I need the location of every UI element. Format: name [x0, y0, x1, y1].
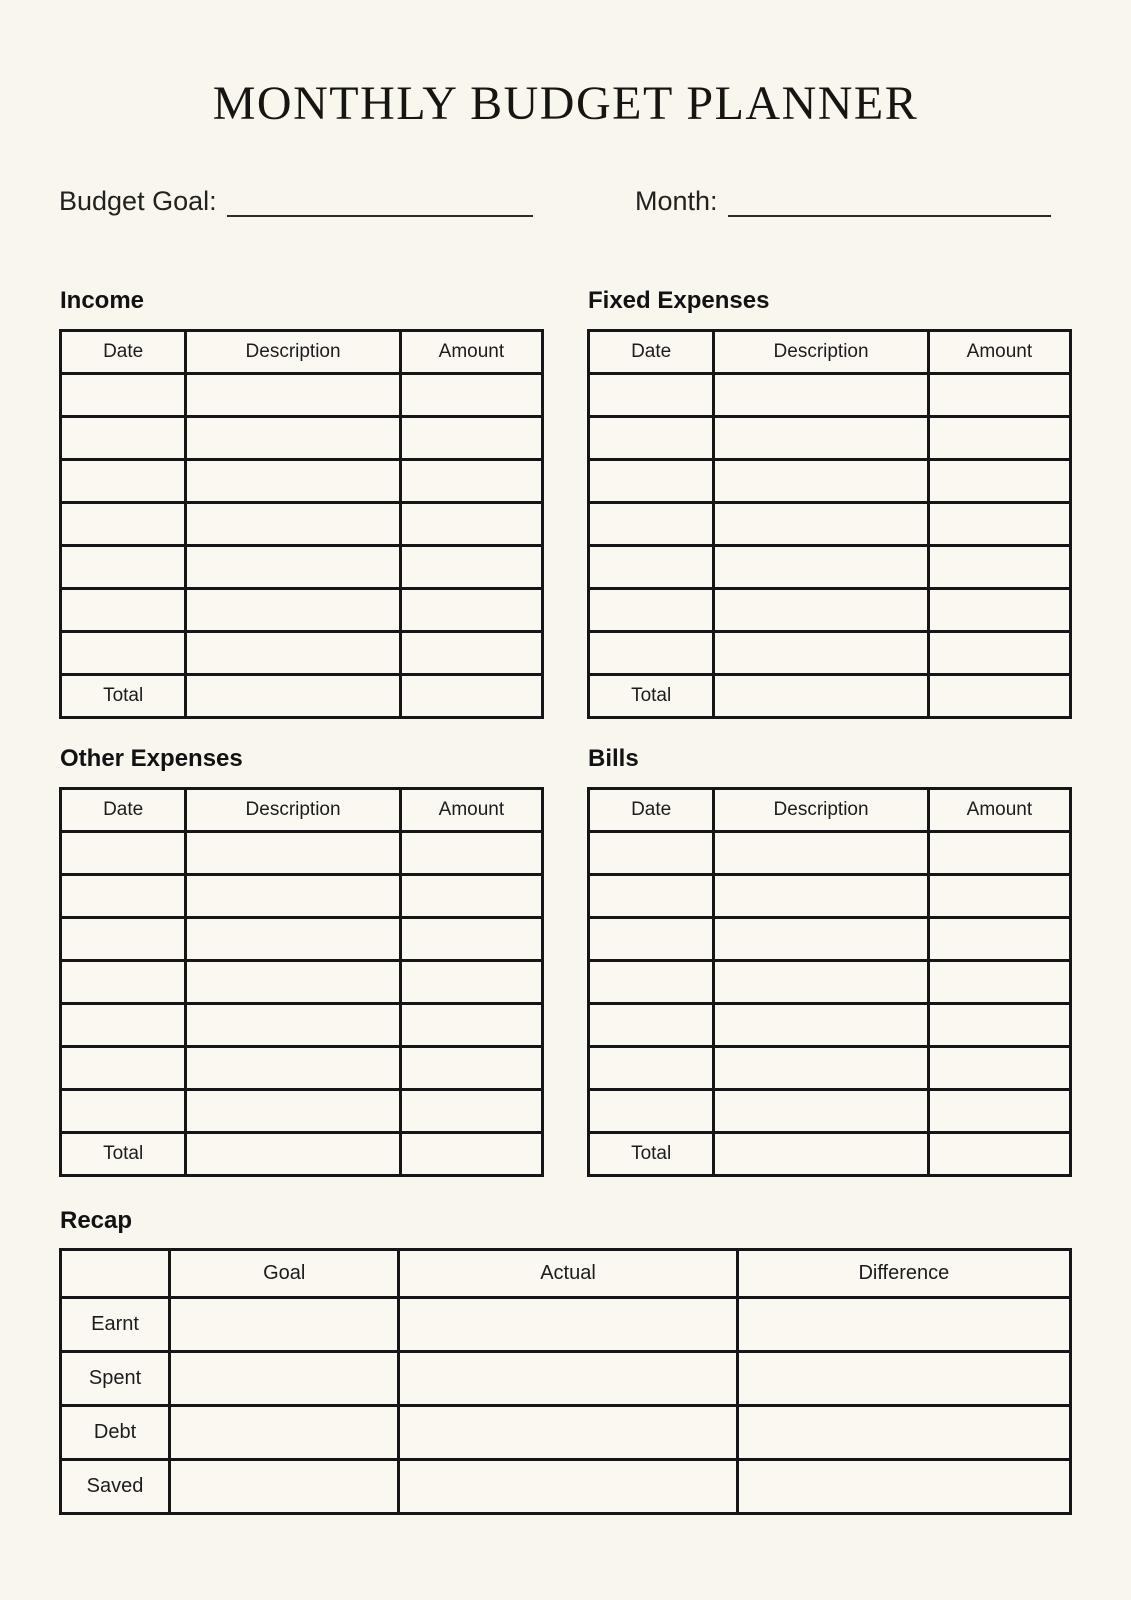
table-row [589, 545, 1071, 588]
table-row [61, 831, 543, 874]
page-title: MONTHLY BUDGET PLANNER [212, 77, 919, 130]
tables-row-1 [59, 287, 1072, 719]
empty-cell[interactable] [186, 831, 400, 874]
bills-header-row [589, 788, 1071, 831]
income-header-row [61, 330, 543, 373]
empty-cell[interactable] [61, 1003, 186, 1046]
empty-cell[interactable] [714, 631, 928, 674]
income-total-amount-cell[interactable] [400, 674, 542, 717]
empty-cell[interactable] [589, 502, 714, 545]
recap-section [59, 1207, 1072, 1516]
saved-goal-cell[interactable] [170, 1460, 399, 1514]
fixed-expenses-total-amount-cell[interactable] [928, 674, 1070, 717]
empty-cell[interactable] [400, 960, 542, 1003]
empty-cell[interactable] [589, 545, 714, 588]
empty-cell[interactable] [928, 1003, 1070, 1046]
bills-total-amount-cell[interactable] [928, 1132, 1070, 1175]
empty-cell[interactable] [589, 631, 714, 674]
empty-cell[interactable] [928, 1046, 1070, 1089]
description-column-header: Description [714, 330, 928, 373]
description-column-header: Description [714, 788, 928, 831]
empty-cell[interactable] [61, 631, 186, 674]
empty-cell[interactable] [589, 960, 714, 1003]
empty-cell[interactable] [589, 1046, 714, 1089]
empty-cell[interactable] [186, 588, 400, 631]
table-row [589, 1089, 1071, 1132]
empty-cell[interactable] [400, 416, 542, 459]
other-expenses-total-description-cell[interactable] [186, 1132, 400, 1175]
bills-table [587, 787, 1072, 1177]
other-expenses-total-amount-cell[interactable] [400, 1132, 542, 1175]
empty-cell[interactable] [928, 416, 1070, 459]
date-column-header: Date [61, 788, 186, 831]
recap-row-label: Saved [61, 1460, 170, 1514]
other-expenses-table [59, 787, 544, 1177]
month-label: Month: [635, 186, 718, 217]
spent-actual-cell[interactable] [399, 1352, 737, 1406]
empty-cell[interactable] [714, 1046, 928, 1089]
recap-heading: Recap [60, 1206, 133, 1234]
earnt-difference-cell[interactable] [737, 1298, 1070, 1352]
recap-row-debt [61, 1406, 1071, 1460]
empty-cell[interactable] [714, 831, 928, 874]
debt-difference-cell[interactable] [737, 1406, 1070, 1460]
empty-cell[interactable] [186, 1089, 400, 1132]
total-label: Total [589, 674, 714, 717]
empty-cell[interactable] [714, 1089, 928, 1132]
income-section [59, 287, 544, 719]
empty-cell[interactable] [400, 1046, 542, 1089]
table-row [61, 1046, 543, 1089]
total-label: Total [61, 1132, 186, 1175]
empty-cell[interactable] [589, 917, 714, 960]
table-row [589, 960, 1071, 1003]
recap-row-saved [61, 1460, 1071, 1514]
table-row [61, 1089, 543, 1132]
bills-total-description-cell[interactable] [714, 1132, 928, 1175]
earnt-actual-cell[interactable] [399, 1298, 737, 1352]
empty-cell[interactable] [589, 1089, 714, 1132]
empty-cell[interactable] [928, 1089, 1070, 1132]
empty-cell[interactable] [186, 1046, 400, 1089]
debt-goal-cell[interactable] [170, 1406, 399, 1460]
fixed-expenses-total-description-cell[interactable] [714, 674, 928, 717]
empty-cell[interactable] [589, 831, 714, 874]
empty-cell[interactable] [400, 1089, 542, 1132]
table-row [61, 631, 543, 674]
empty-cell[interactable] [400, 874, 542, 917]
income-table [59, 329, 544, 719]
total-label: Total [61, 674, 186, 717]
table-row [589, 831, 1071, 874]
empty-cell[interactable] [61, 588, 186, 631]
spent-goal-cell[interactable] [170, 1352, 399, 1406]
table-row [61, 588, 543, 631]
budget-goal-input-line[interactable] [227, 183, 533, 217]
income-total-description-cell[interactable] [186, 674, 400, 717]
empty-cell[interactable] [714, 459, 928, 502]
month-field [635, 183, 1051, 217]
empty-cell[interactable] [400, 917, 542, 960]
empty-cell[interactable] [400, 545, 542, 588]
empty-cell[interactable] [928, 874, 1070, 917]
total-label: Total [589, 1132, 714, 1175]
empty-cell[interactable] [928, 631, 1070, 674]
budget-goal-field [59, 183, 533, 217]
debt-actual-cell[interactable] [399, 1406, 737, 1460]
saved-actual-cell[interactable] [399, 1460, 737, 1514]
description-column-header: Description [186, 788, 400, 831]
date-column-header: Date [589, 330, 714, 373]
empty-cell[interactable] [61, 459, 186, 502]
bills-total-row [589, 1132, 1071, 1175]
table-row [589, 1003, 1071, 1046]
table-row [61, 917, 543, 960]
actual-column-header: Actual [399, 1250, 737, 1298]
empty-cell[interactable] [186, 874, 400, 917]
table-row [61, 416, 543, 459]
earnt-goal-cell[interactable] [170, 1298, 399, 1352]
empty-cell[interactable] [186, 917, 400, 960]
table-row [61, 960, 543, 1003]
goal-column-header: Goal [170, 1250, 399, 1298]
table-row [589, 588, 1071, 631]
table-row [61, 545, 543, 588]
empty-cell[interactable] [61, 373, 186, 416]
empty-cell[interactable] [714, 960, 928, 1003]
empty-cell[interactable] [928, 373, 1070, 416]
other-expenses-section [59, 745, 544, 1177]
saved-difference-cell[interactable] [737, 1460, 1070, 1514]
table-row [61, 373, 543, 416]
table-row [61, 502, 543, 545]
empty-cell[interactable] [928, 960, 1070, 1003]
date-column-header: Date [61, 330, 186, 373]
difference-column-header: Difference [737, 1250, 1070, 1298]
recap-corner-cell [61, 1250, 170, 1298]
empty-cell[interactable] [61, 1089, 186, 1132]
fixed-expenses-section [587, 287, 1072, 719]
table-row [589, 874, 1071, 917]
empty-cell[interactable] [186, 545, 400, 588]
recap-header-row [61, 1250, 1071, 1298]
recap-table [59, 1248, 1072, 1515]
table-row [589, 373, 1071, 416]
empty-cell[interactable] [61, 874, 186, 917]
amount-column-header: Amount [400, 330, 542, 373]
fixed-expenses-total-row [589, 674, 1071, 717]
recap-row-label: Spent [61, 1352, 170, 1406]
recap-row-label: Earnt [61, 1298, 170, 1352]
amount-column-header: Amount [928, 330, 1070, 373]
description-column-header: Description [186, 330, 400, 373]
empty-cell[interactable] [61, 416, 186, 459]
table-row [589, 502, 1071, 545]
empty-cell[interactable] [928, 545, 1070, 588]
empty-cell[interactable] [714, 373, 928, 416]
amount-column-header: Amount [400, 788, 542, 831]
empty-cell[interactable] [400, 373, 542, 416]
empty-cell[interactable] [589, 416, 714, 459]
empty-cell[interactable] [589, 874, 714, 917]
empty-cell[interactable] [928, 917, 1070, 960]
table-row [61, 459, 543, 502]
other-expenses-total-row [61, 1132, 543, 1175]
empty-cell[interactable] [589, 459, 714, 502]
empty-cell[interactable] [186, 373, 400, 416]
income-heading: Income [60, 287, 145, 314]
empty-cell[interactable] [186, 960, 400, 1003]
tables-row-2 [59, 745, 1072, 1177]
empty-cell[interactable] [186, 1003, 400, 1046]
fields-row [59, 183, 1072, 217]
empty-cell[interactable] [400, 502, 542, 545]
recap-row-label: Debt [61, 1406, 170, 1460]
empty-cell[interactable] [714, 588, 928, 631]
empty-cell[interactable] [186, 459, 400, 502]
empty-cell[interactable] [714, 416, 928, 459]
empty-cell[interactable] [186, 631, 400, 674]
month-input-line[interactable] [728, 183, 1051, 217]
empty-cell[interactable] [61, 1046, 186, 1089]
empty-cell[interactable] [589, 373, 714, 416]
recap-row-earnt [61, 1298, 1071, 1352]
table-row [589, 917, 1071, 960]
table-row [589, 1046, 1071, 1089]
empty-cell[interactable] [714, 917, 928, 960]
bills-section [587, 745, 1072, 1177]
empty-cell[interactable] [714, 1003, 928, 1046]
other-expenses-header-row [61, 788, 543, 831]
empty-cell[interactable] [928, 588, 1070, 631]
budget-goal-label: Budget Goal: [59, 186, 217, 217]
empty-cell[interactable] [400, 831, 542, 874]
recap-row-spent [61, 1352, 1071, 1406]
fixed-expenses-header-row [589, 330, 1071, 373]
empty-cell[interactable] [61, 917, 186, 960]
bills-heading: Bills [588, 744, 639, 772]
empty-cell[interactable] [400, 588, 542, 631]
fixed-expenses-table [587, 329, 1072, 719]
empty-cell[interactable] [589, 588, 714, 631]
income-total-row [61, 674, 543, 717]
table-row [61, 874, 543, 917]
spent-difference-cell[interactable] [737, 1352, 1070, 1406]
empty-cell[interactable] [186, 416, 400, 459]
fixed-expenses-heading: Fixed Expenses [588, 287, 770, 314]
empty-cell[interactable] [714, 874, 928, 917]
empty-cell[interactable] [61, 502, 186, 545]
date-column-header: Date [589, 788, 714, 831]
empty-cell[interactable] [589, 1003, 714, 1046]
empty-cell[interactable] [714, 545, 928, 588]
empty-cell[interactable] [400, 459, 542, 502]
amount-column-header: Amount [928, 788, 1070, 831]
empty-cell[interactable] [928, 459, 1070, 502]
table-row [589, 416, 1071, 459]
empty-cell[interactable] [186, 502, 400, 545]
table-row [589, 631, 1071, 674]
empty-cell[interactable] [61, 545, 186, 588]
empty-cell[interactable] [928, 502, 1070, 545]
empty-cell[interactable] [714, 502, 928, 545]
empty-cell[interactable] [928, 831, 1070, 874]
empty-cell[interactable] [61, 960, 186, 1003]
table-row [589, 459, 1071, 502]
empty-cell[interactable] [61, 831, 186, 874]
empty-cell[interactable] [400, 1003, 542, 1046]
other-expenses-heading: Other Expenses [60, 744, 243, 772]
table-row [61, 1003, 543, 1046]
empty-cell[interactable] [400, 631, 542, 674]
